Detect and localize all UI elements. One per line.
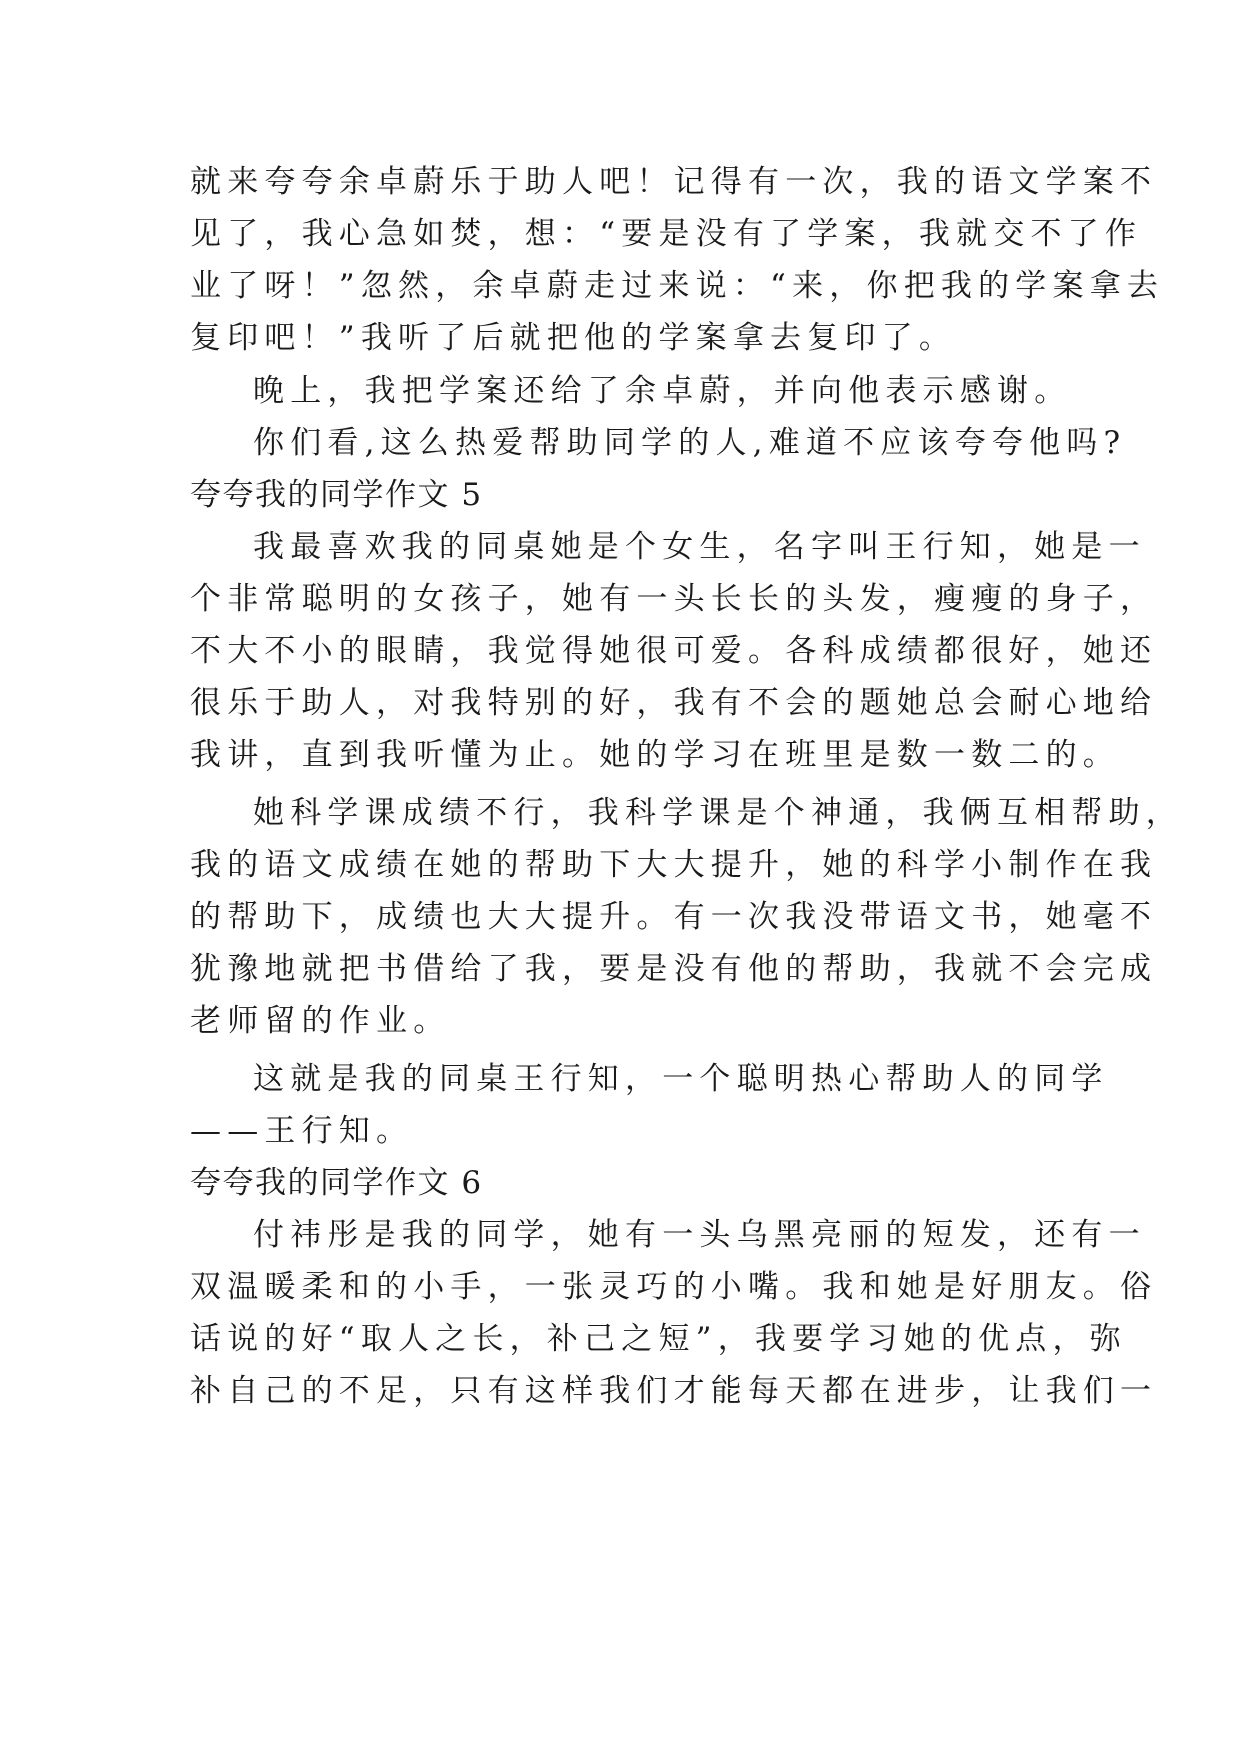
paragraph-line: 这就是我的同桌王行知，一个聪明热心帮助人的同学	[253, 1061, 1109, 1097]
paragraph-line: 付祎彤是我的同学，她有一头乌黑亮丽的短发，还有一	[253, 1217, 1146, 1253]
paragraph-line: 她科学课成绩不行，我科学课是个神通，我俩互相帮助，	[253, 795, 1183, 831]
paragraph-line: 犹豫地就把书借给了我，要是没有他的帮助，我就不会完成	[190, 951, 1158, 987]
paragraph-line: 老师留的作业。	[190, 1003, 451, 1039]
section-heading: 夸夸我的同学作文 6	[190, 1165, 483, 1201]
paragraph-line: ——王行知。	[190, 1113, 414, 1149]
paragraph-line: 业了呀！”忽然，余卓蔚走过来说：“来，你把我的学案拿去	[190, 268, 1165, 304]
paragraph-line: 你们看,这么热爱帮助同学的人,难道不应该夸夸他吗?	[253, 425, 1127, 461]
paragraph-line: 话说的好“取人之长，补己之短”，我要学习她的优点，弥	[190, 1321, 1127, 1357]
paragraph-line: 我最喜欢我的同桌她是个女生，名字叫王行知，她是一	[253, 529, 1146, 565]
paragraph-line: 补自己的不足，只有这样我们才能每天都在进步，让我们一	[190, 1373, 1158, 1409]
paragraph-line: 双温暖柔和的小手，一张灵巧的小嘴。我和她是好朋友。俗	[190, 1269, 1158, 1305]
paragraph-line: 我讲，直到我听懂为止。她的学习在班里是数一数二的。	[190, 737, 1120, 773]
paragraph-line: 就来夸夸余卓蔚乐于助人吧！记得有一次，我的语文学案不	[190, 164, 1158, 200]
paragraph-line: 的帮助下，成绩也大大提升。有一次我没带语文书，她毫不	[190, 899, 1158, 935]
paragraph-line: 个非常聪明的女孩子，她有一头长长的头发，瘦瘦的身子，	[190, 581, 1158, 617]
paragraph-line: 复印吧！”我听了后就把他的学案拿去复印了。	[190, 320, 957, 356]
paragraph-line: 很乐于助人，对我特别的好，我有不会的题她总会耐心地给	[190, 685, 1158, 721]
paragraph-line: 我的语文成绩在她的帮助下大大提升，她的科学小制作在我	[190, 847, 1158, 883]
paragraph-line: 不大不小的眼睛，我觉得她很可爱。各科成绩都很好，她还	[190, 633, 1158, 669]
paragraph-line: 见了，我心急如焚，想：“要是没有了学案，我就交不了作	[190, 216, 1143, 252]
section-heading: 夸夸我的同学作文 5	[190, 477, 483, 513]
paragraph-line: 晚上，我把学案还给了余卓蔚，并向他表示感谢。	[253, 373, 1072, 409]
